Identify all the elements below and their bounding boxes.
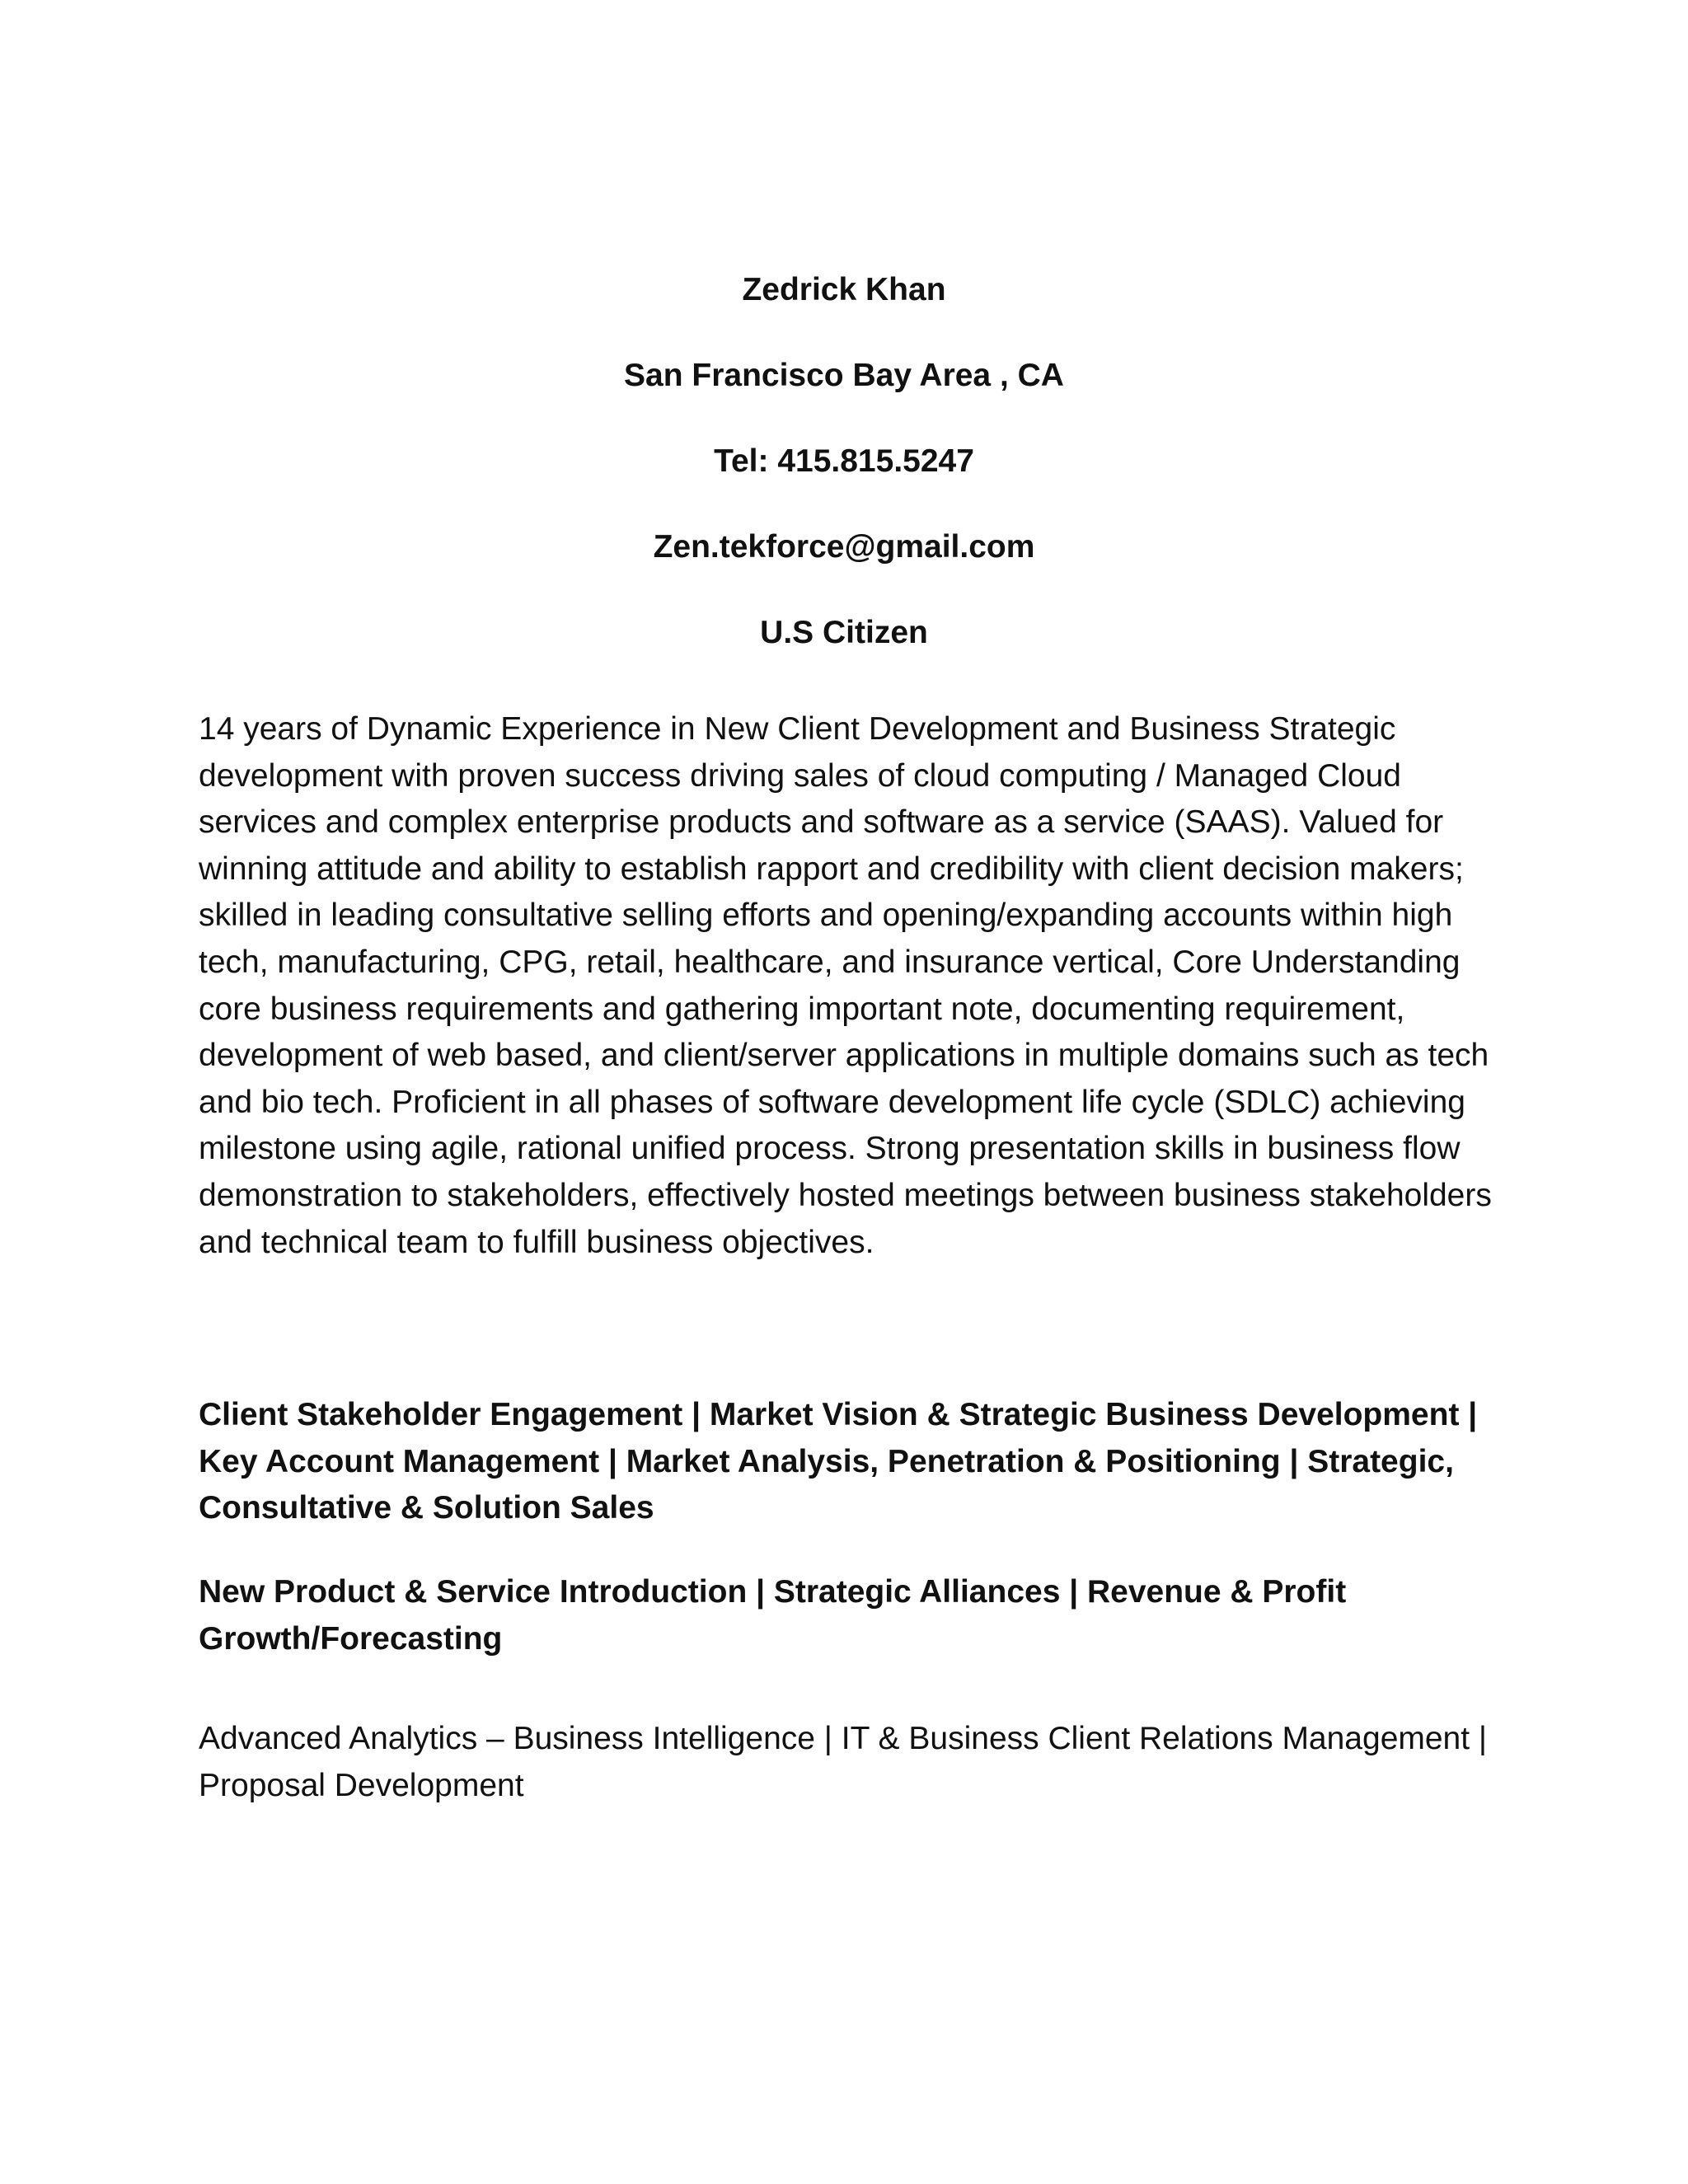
core-competencies-primary: Client Stakeholder Engagement | Market Vision & Strategic Business Development | Key Account Management | Market Analysis, Penetration & Positioning | Strategic, Consultative & Solution Sales — [199, 1397, 1478, 1526]
additional-competencies: Advanced Analytics – Business Intelligence | IT & Business Client Relations Management | Proposal Development — [199, 1721, 1488, 1803]
professional-summary: 14 years of Dynamic Experience in New Client Development and Business Strategic development with proven success driving sales of cloud computing / Managed Cloud services and complex enterprise products and software as a service (SAAS). Valued for winning attitude and ability to establish rapport and credibility with client decision makers; skilled in leading consultative selling efforts and opening/expanding accounts within high tech, manufacturing, CPG, retail, healthcare, and insurance vertical, Core Understanding core business requirements and gathering important note, documenting requirement, development of web based, and client/server applications in multiple domains such as tech and bio tech. Proficient in all phases of software development life cycle (SDLC) achieving milestone using agile, rational unified process. Strong presentation skills in business flow demonstration to stakeholders, effectively hosted meetings between business stakeholders and technical team to fulfill business objectives. — [199, 711, 1492, 1260]
resume-header — [0, 270, 1688, 699]
core-competencies-secondary: New Product & Service Introduction | Strategic Alliances | Revenue & Profit Growth/Forecasting — [199, 1574, 1347, 1657]
candidate-phone: Tel: 415.815.5247 — [714, 443, 974, 479]
candidate-location: San Francisco Bay Area , CA — [624, 358, 1064, 393]
candidate-citizenship: U.S Citizen — [760, 615, 928, 650]
candidate-email: Zen.tekforce@gmail.com — [653, 529, 1035, 565]
candidate-name: Zedrick Khan — [742, 272, 946, 307]
